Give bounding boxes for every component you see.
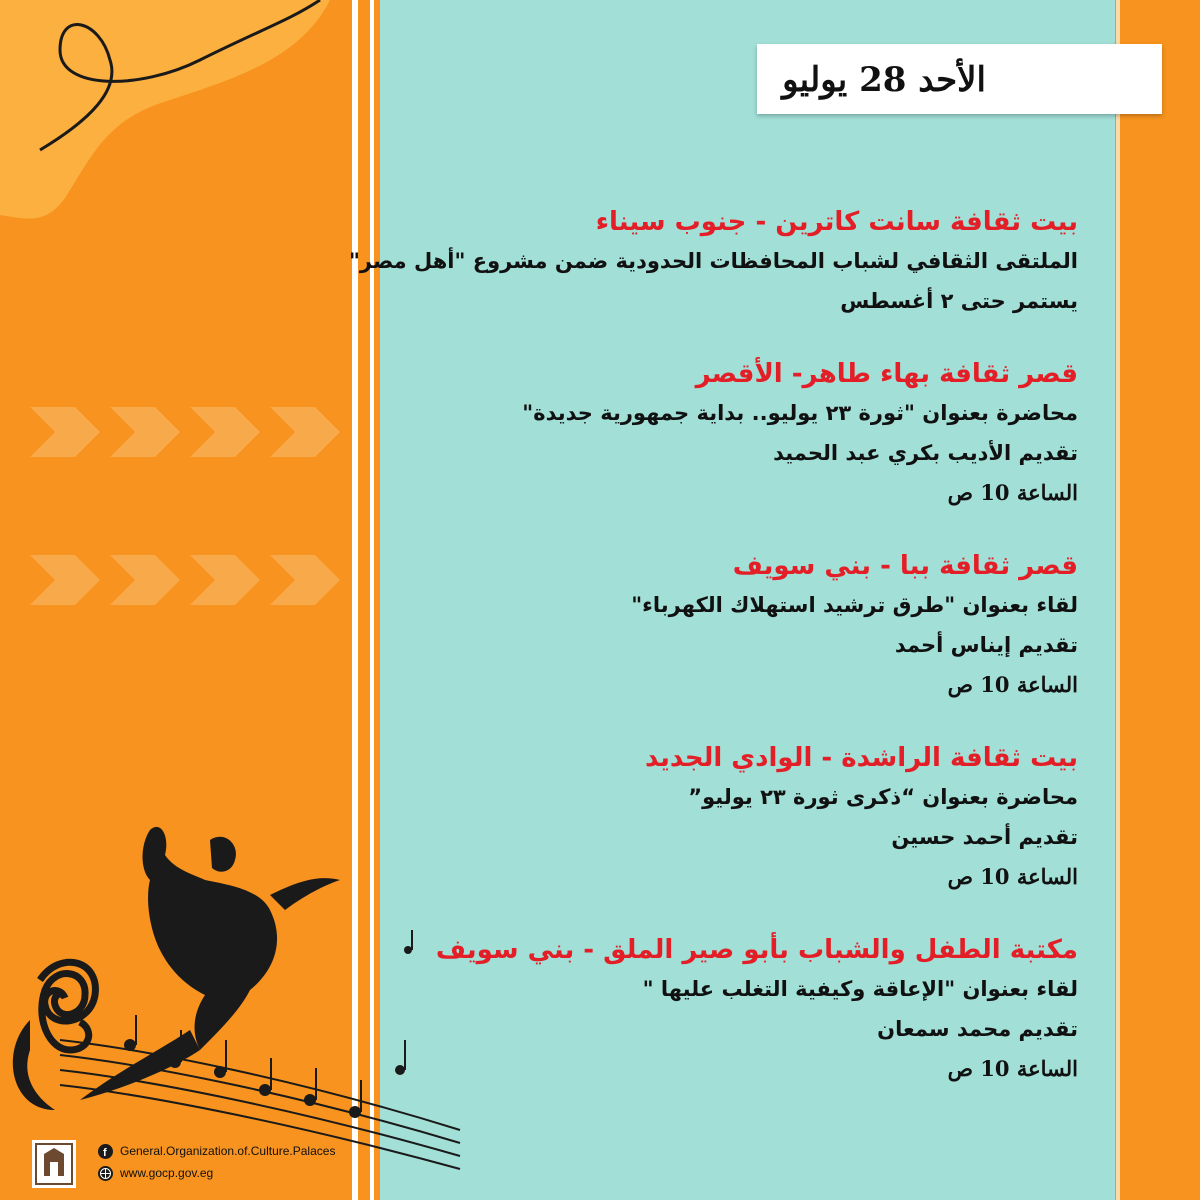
event-time: الساعة 10 ص <box>947 672 1078 697</box>
white-stripe-right <box>1116 0 1120 1200</box>
event-description: محاضرة بعنوان “ذكرى ثورة ٢٣ يوليو” <box>688 785 1078 809</box>
event-item <box>348 203 1078 321</box>
event-presenter: تقديم أحمد حسين <box>891 825 1078 849</box>
date-header: الأحد 28 يوليو <box>782 60 986 100</box>
event-time: الساعة 10 ص <box>947 1056 1078 1081</box>
footer <box>32 1140 432 1190</box>
chevron-arrows-2 <box>0 550 380 610</box>
facebook-icon <box>98 1144 113 1159</box>
event-description: لقاء بعنوان "الإعاقة وكيفية التغلب عليها " <box>642 977 1078 1001</box>
event-item <box>358 355 1078 513</box>
website-link[interactable]: www.gocp.gov.eg <box>120 1166 214 1180</box>
dancer-music-illustration <box>0 800 470 1170</box>
facebook-link[interactable]: General.Organization.of.Culture.Palaces <box>120 1144 336 1158</box>
event-title: قصر ثقافة ببا - بني سويف <box>732 551 1078 581</box>
organization-logo <box>32 1140 76 1188</box>
svg-text:f: f <box>103 1147 107 1159</box>
chevron-arrows-1 <box>0 402 380 462</box>
event-description: لقاء بعنوان "طرق ترشيد استهلاك الكهرباء" <box>631 593 1078 617</box>
event-duration: يستمر حتى ٢ أغسطس <box>840 289 1078 313</box>
globe-icon <box>98 1166 113 1181</box>
event-presenter: تقديم إيناس أحمد <box>894 633 1078 657</box>
event-presenter: تقديم محمد سمعان <box>877 1017 1078 1041</box>
event-time: الساعة 10 ص <box>947 864 1078 889</box>
event-title: بيت ثقافة سانت كاترين - جنوب سيناء <box>595 207 1078 237</box>
event-item <box>358 547 1078 705</box>
event-title: بيت ثقافة الراشدة - الوادي الجديد <box>645 743 1078 773</box>
event-presenter: تقديم الأديب بكري عبد الحميد <box>773 441 1078 465</box>
event-description: الملتقى الثقافي لشباب المحافظات الحدودية ضمن مشروع "أهل مصر" <box>348 249 1078 273</box>
event-description: محاضرة بعنوان "ثورة ٢٣ يوليو.. بداية جمهورية جديدة" <box>522 401 1078 425</box>
event-title: قصر ثقافة بهاء طاهر- الأقصر <box>695 359 1078 389</box>
event-title: مكتبة الطفل والشباب بأبو صير الملق - بني سويف <box>435 935 1078 965</box>
event-time: الساعة 10 ص <box>947 480 1078 505</box>
